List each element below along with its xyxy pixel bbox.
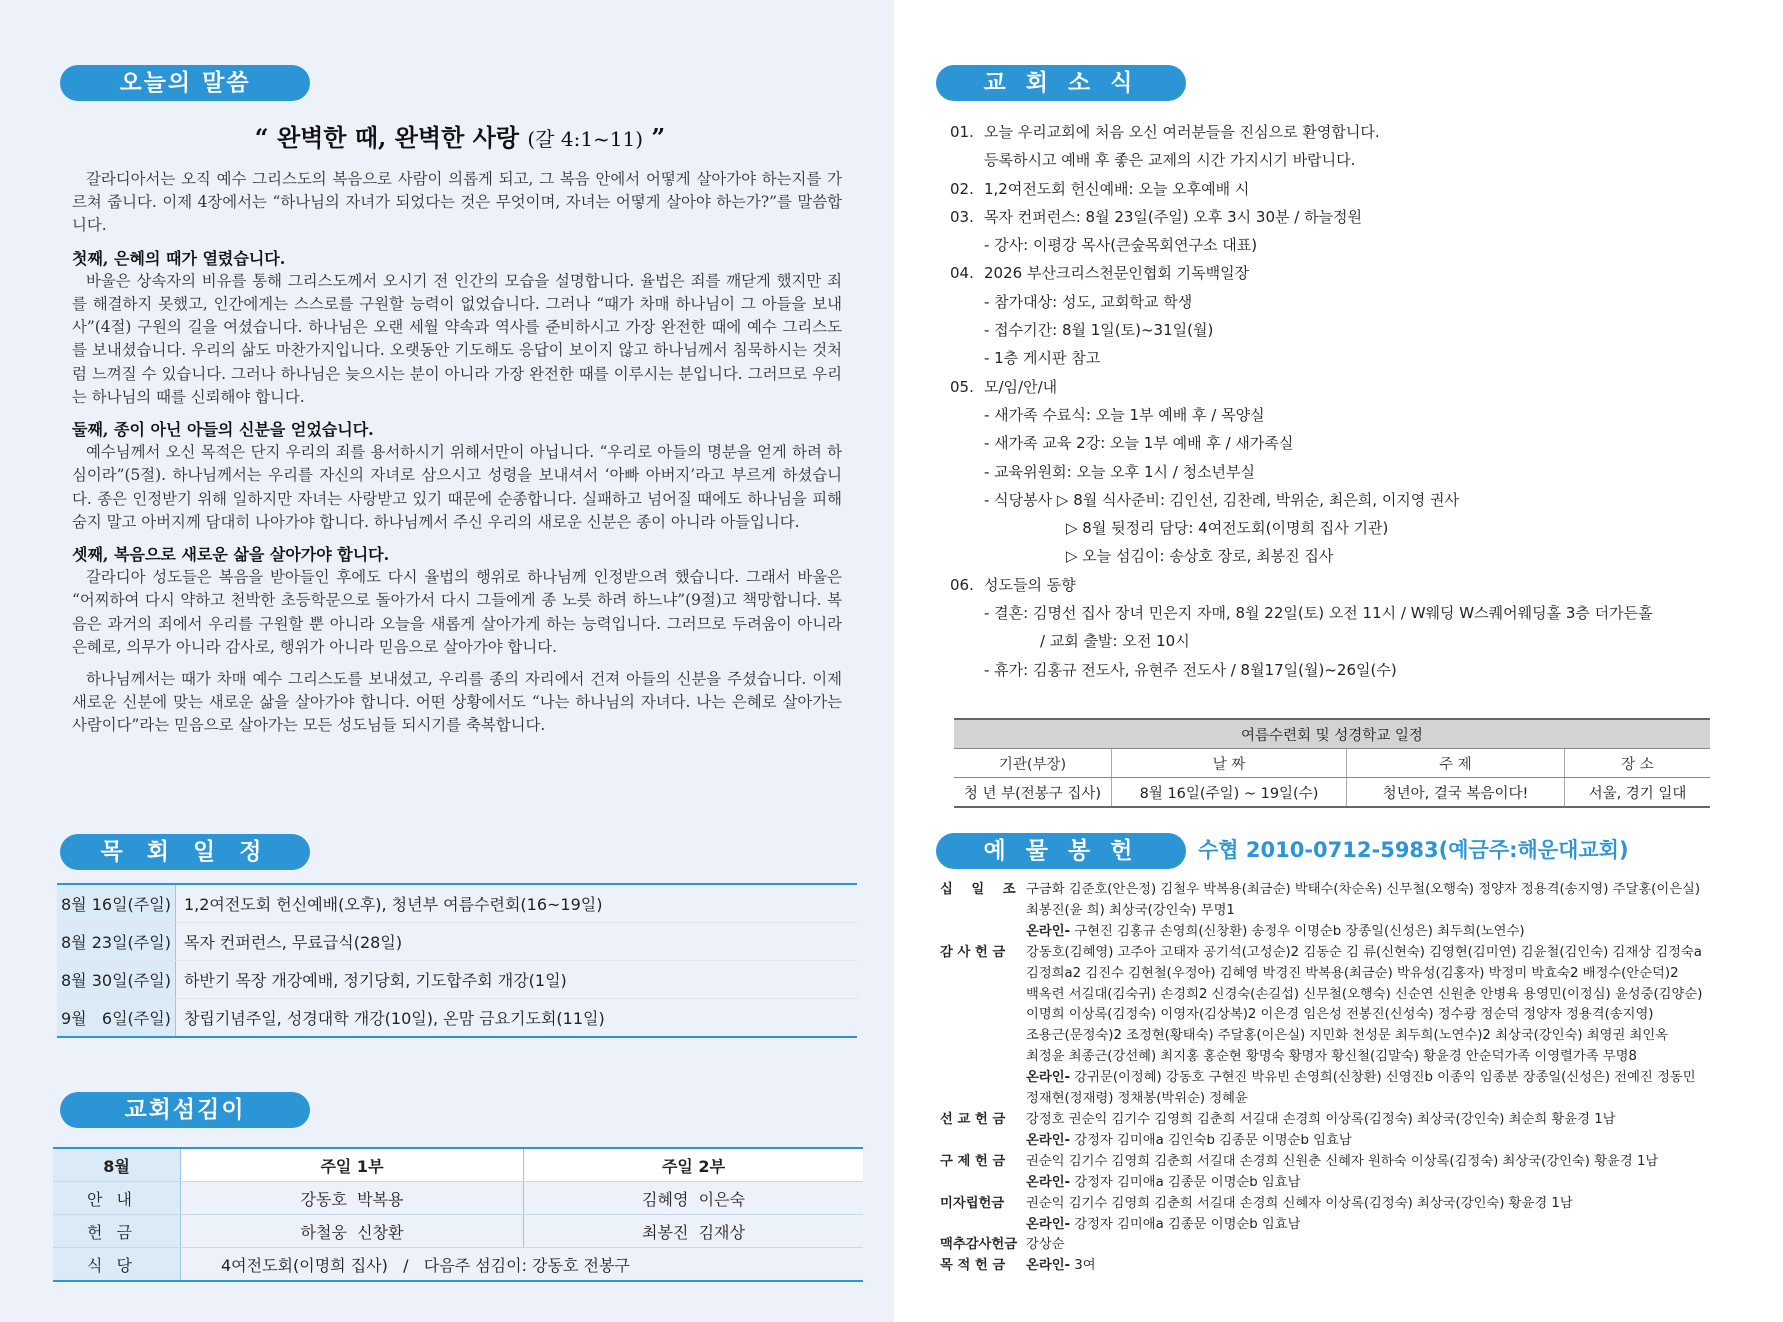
news-line: - 식당봉사 ▷ 8월 식사준비: 김인선, 김찬례, 박위순, 최은희, 이지영 권사: [984, 490, 1460, 509]
summer-cell: 청년아, 결국 복음이다!: [1347, 778, 1565, 808]
summer-header: 기관(부장): [954, 749, 1112, 778]
offering-row: 감 사 헌 금 강동호(김혜영) 고주아 고태자 공기석(고성순)2 김동순 김 류(신현숙) 김영현(김미연) 김윤철(김인숙) 김재상 김정숙a: [940, 944, 1702, 960]
schedule-header: 목 회 일 정: [60, 834, 310, 870]
serve-month: 8월: [53, 1148, 181, 1182]
schedule-date: 8월 23일(주일): [57, 923, 175, 961]
offering-header: 예 물 봉 헌: [936, 833, 1186, 869]
summer-cell: 청 년 부(전봉구 집사): [954, 778, 1112, 808]
news-line: - 결혼: 김명선 집사 장녀 민은지 자매, 8월 22일(토) 오전 11시 / W웨딩 W스퀘어웨딩홀 3층 더가든홀: [984, 604, 1653, 623]
sermon-heading-2: 둘째, 종이 아닌 아들의 신분을 얻었습니다.: [72, 420, 374, 440]
serve-header: 교회섬김이: [60, 1092, 310, 1128]
serve-second: 최봉진 김재상: [524, 1215, 864, 1248]
summer-cell: 8월 16일(주일) ~ 19일(수): [1112, 778, 1347, 808]
sermon-paragraph-1: 바울은 상속자의 비유를 통해 그리스도께서 오시기 전 인간의 모습을 설명합니다. 율법은 죄를 깨닫게 했지만 죄를 해결하지 못했고, 인간에게는 스스로를 구원할 능력이 없었습니다. 그러나 “때가 차매 하나님이 그 아들을 보내사”(4절) 구원의 길을 여셨습니다. 하나님은 오랜 세월 약속과 역사를 준비하시고 가장 완전한 때에 예수 그리스도를 보내셨습니다. 우리의 삶도 마찬가지입니다. 오랫동안 기도해도 응답이 보이지 않고 하나님께서 침묵하시는 것처럼 느껴질 수 있습니다. 그러나 하나님은 늦으시는 분이 아니라 가장 완전한 때를 이루시는 분입니다. 그러므로 우리는 하나님의 때를 신뢰해야 합니다.: [72, 271, 842, 406]
sermon-heading-1: 첫째, 은혜의 때가 열렸습니다.: [72, 248, 286, 268]
offerings-list: 십 일 조 구금화 김준호(안은정) 김철우 박복용(최금순) 박태수(차순옥) 신무철(오행숙) 정양자 정용격(송지영) 주달홍(이은실) 최봉진(윤 희) 최상국(강인숙) 무명1 온라인- 구현진 김홍규 손영희(신창환) 송정우 이명순b 장종일(신성은) 최두희(노연수) 감 사 헌 금 강동호(김혜영) 고주아 고태자 공기석(고성순)2 김동순 김 류(신현숙) 김영현(김미연) 김윤철(김인숙) 김재상 김정숙a 김정희a2 김진수 김현철(우정아) 김혜영 박경진 박복용(최금순) 박유성(김홍자) 박정미 박효숙2 배정수(안순덕)2 백옥련 서길대(김숙귀) 손경희2 신경숙(손길섭) 신무철(오행숙) 신순연 신원춘 안병육 용영민(이정심) 윤성중(김양순) 이명희 이상록(김정숙) 이영자(김상복)2 이은경 임은성 전봉진(신성숙) 정수광 정순덕 정양자 정용격(송지영) 조용근(문정숙)2 조정현(황태숙) 주달홍(이은실) 지민화 천성문 최두희(노연수)2 최상국(강인숙) 최영권 최인옥 최정윤 최종근(강선혜) 최지홍 홍순현 황명숙 황명자 황신철(김말숙) 황윤경 안순덕가족 이영렬가족 무명8 온라인- 강귀문(이정혜) 강동호 구현진 박유빈 손영희(신창환) 신영진b 이종익 임종분 장종일(신성은) 전예진 정동민 정재현(정재령) 정채봉(박위순) 정혜윤 선 교 헌 금 강정호 권순익 김기수 김영희 김춘희 서길대 손경희 이상록(김정숙) 최상국(강인숙) 최순희 황윤경 1남 온라인- 강정자 김미애a 김인숙b 김종문 이명순b 임효남 구 제 헌 금 권순익 김기수 김영희 김춘희 서길대 손경희 신원춘 신혜자 원하숙 이상록(김정숙) 최상국(강인숙) 황윤경 1남 온라인- 강정자 김미애a 김종문 이명순b 임효남 미자립헌금 권순익 김기수 김영희 김춘희 서길대 손경희 신혜자 이상록(김정숙) 최상국(강인숙) 황윤경 1남 온라인- 강정자 김미애a 김종문 이명순b 임효남 맥추감사헌금 강상순 목 적 헌 금 온라인- 3여: [940, 880, 1720, 1277]
news-item: 04. 2026 부산크리스천문인협회 기독백일장: [950, 264, 1250, 283]
news-line: - 교육위원회: 오늘 오후 1시 / 청소년부실: [984, 462, 1256, 481]
summer-header: 장 소: [1565, 749, 1711, 778]
sermon-paragraph-3: 갈라디아 성도들은 복음을 받아들인 후에도 다시 율법의 행위로 하나님께 인정받으려 했습니다. 그래서 바울은 “어찌하여 다시 약하고 천박한 초등학문으로 돌아가서 다시 그들에게 종 노릇 하려 하느냐”(9절)고 책망합니다. 복음은 과거의 죄에서 우리를 구원할 뿐 아니라 오늘을 새롭게 살아가게 하는 능력입니다. 그러므로 두려움이 아니라 은혜로, 의무가 아니라 감사로, 행위가 아니라 믿음으로 살아가야 합니다.: [72, 568, 842, 656]
table-row: [954, 778, 1710, 808]
serve-col-1: 주일 1부: [181, 1148, 524, 1182]
serve-meal-text: 4여전도회(이명희 집사) / 다음주 섬김이: 강동호 전봉구: [181, 1248, 864, 1282]
summer-caption: 여름수련회 및 성경학교 일정: [954, 719, 1710, 749]
schedule-text: 창립기념주일, 성경대학 개강(10일), 온맘 금요기도회(11일): [175, 999, 857, 1038]
sermon-body: [72, 168, 842, 738]
news-line: - 접수기간: 8월 1일(토)~31일(월): [984, 321, 1214, 340]
offering-row: 선 교 헌 금 강정호 권순익 김기수 김영희 김춘희 서길대 손경희 이상록(김정숙) 최상국(강인숙) 최순희 황윤경 1남: [940, 1111, 1616, 1127]
sermon-title-text: 완벽한 때, 완벽한 사랑: [276, 123, 520, 152]
news-line: - 1층 게시판 참고: [984, 349, 1101, 368]
offering-row: 십 일 조 구금화 김준호(안은정) 김철우 박복용(최금순) 박태수(차순옥) 신무철(오행숙) 정양자 정용격(송지영) 주달홍(이은실): [940, 882, 1701, 897]
offering-row: 목 적 헌 금 온라인- 3여: [940, 1258, 1096, 1274]
account-number: 수협 2010-0712-5983(예금주:해운대교회): [1198, 838, 1629, 862]
sermon-paragraph-2: 예수님께서 오신 목적은 단지 우리의 죄를 용서하시기 위해서만이 아닙니다. “우리로 아들의 명분을 얻게 하려 하심이라”(5절). 하나님께서는 우리를 자신의 자녀로 삼으시고 성령을 보내셔서 ‘아빠 아버지’라고 부르게 하셨습니다. 종은 인정받기 위해 일하지만 자녀는 사랑받고 있기 때문에 순종합니다. 실패하고 넘어질 때에도 하나님을 피해 숨지 말고 아버지께 담대히 나아가야 합니다. 하나님께서 주신 우리의 새로운 신분은 종이 아니라 아들입니다.: [72, 443, 842, 531]
table-row: [53, 1148, 863, 1182]
schedule-text: 1,2여전도회 헌신예배(오후), 청년부 여름수련회(16~19일): [175, 884, 857, 923]
church-news: [950, 118, 1770, 684]
sermon-closing: 하나님께서는 때가 차매 예수 그리스도를 보내셨고, 우리를 종의 자리에서 건져 아들의 신분을 주셨습니다. 이제 새로운 신분에 맞는 새로운 삶을 살아가야 합니다. 어떤 상황에서도 “나는 하나님의 자녀다. 나는 은혜로 살아가는 사람이다”라는 믿음으로 살아가는 모든 성도님들 되시기를 축복합니다.: [72, 670, 842, 735]
sermon-heading-3: 셋째, 복음으로 새로운 삶을 살아가야 합니다.: [72, 545, 390, 565]
word-header: 오늘의 말씀: [60, 65, 310, 101]
table-row: [57, 884, 857, 923]
table-row: [57, 961, 857, 999]
schedule-date: 8월 30일(주일): [57, 961, 175, 999]
serve-table: [53, 1147, 863, 1282]
serve-meal-label: 식당: [53, 1248, 181, 1282]
serve-col-2: 주일 2부: [524, 1148, 864, 1182]
news-header: 교 회 소 식: [936, 65, 1186, 101]
news-line: - 휴가: 김홍규 전도사, 유현주 전도사 / 8월17일(월)~26일(수): [984, 660, 1397, 679]
news-item: 01. 오늘 우리교회에 처음 오신 여러분들을 진심으로 환영합니다.: [950, 123, 1380, 141]
news-item: 02. 1,2여전도회 헌신예배: 오늘 오후예배 시: [950, 179, 1250, 198]
offering-row: 맥추감사헌금 강상순: [940, 1237, 1065, 1253]
schedule-date: 8월 16일(주일): [57, 884, 175, 923]
quote-close: ”: [651, 123, 666, 152]
table-row: [53, 1182, 863, 1215]
news-item: 05. 모/임/안/내: [950, 377, 1058, 396]
quote-open: “: [254, 123, 269, 152]
table-row: [954, 749, 1710, 778]
serve-label: 헌금: [53, 1215, 181, 1248]
serve-second: 김혜영 이은숙: [524, 1182, 864, 1215]
news-line: - 새가족 수료식: 오늘 1부 예배 후 / 목양실: [984, 405, 1265, 424]
news-line: / 교회 출발: 오전 10시: [1040, 632, 1190, 651]
news-line: - 강사: 이평강 목사(큰숲목회연구소 대표): [984, 236, 1258, 255]
news-item: 03. 목자 컨퍼런스: 8월 23일(주일) 오후 3시 30분 / 하늘정원: [950, 207, 1363, 226]
serve-first: 하철웅 신창환: [181, 1215, 524, 1248]
table-row: [57, 923, 857, 961]
news-line: - 새가족 교육 2강: 오늘 1부 예배 후 / 새가족실: [984, 434, 1294, 453]
summer-cell: 서울, 경기 일대: [1565, 778, 1711, 808]
summer-header: 날 짜: [1112, 749, 1347, 778]
news-line: 등록하시고 예배 후 좋은 교제의 시간 가지시기 바랍니다.: [984, 151, 1356, 170]
summer-header: 주 제: [1347, 749, 1565, 778]
summer-schedule-table: [954, 718, 1710, 808]
news-line: ▷ 8월 뒷정리 담당: 4여전도회(이명희 집사 기관): [1066, 519, 1389, 538]
sermon-intro: 갈라디아서는 오직 예수 그리스도의 복음으로 사람이 의롭게 되고, 그 복음 안에서 어떻게 살아가야 하는지를 가르쳐 줍니다. 이제 4장에서는 “하나님의 자녀가 되었다는 것은 무엇이며, 자녀는 어떻게 살아야 하는가?”를 말씀합니다.: [72, 170, 842, 235]
news-line: - 참가대상: 성도, 교회학교 학생: [984, 292, 1193, 311]
schedule-date: 9월 6일(주일): [57, 999, 175, 1038]
table-row: [53, 1248, 863, 1282]
serve-label: 안내: [53, 1182, 181, 1215]
news-line: ▷ 오늘 섬김이: 송상호 장로, 최봉진 집사: [1066, 547, 1334, 566]
offering-row: 구 제 헌 금 권순익 김기수 김영희 김춘희 서길대 손경희 신원춘 신혜자 원하숙 이상록(김정숙) 최상국(강인숙) 황윤경 1남: [940, 1153, 1659, 1169]
schedule-table: [57, 883, 857, 1038]
table-row: [57, 999, 857, 1038]
schedule-text: 하반기 목장 개강예배, 정기당회, 기도합주회 개강(1일): [175, 961, 857, 999]
sermon-title: [60, 118, 860, 153]
offering-row: 미자립헌금 권순익 김기수 김영희 김춘희 서길대 손경희 신혜자 이상록(김정숙) 최상국(강인숙) 황윤경 1남: [940, 1195, 1573, 1211]
news-item: 06. 성도들의 동향: [950, 575, 1076, 594]
sermon-reference: (갈 4:1~11): [527, 127, 644, 151]
schedule-text: 목자 컨퍼런스, 무료급식(28일): [175, 923, 857, 961]
table-row: [53, 1215, 863, 1248]
serve-first: 강동호 박복용: [181, 1182, 524, 1215]
